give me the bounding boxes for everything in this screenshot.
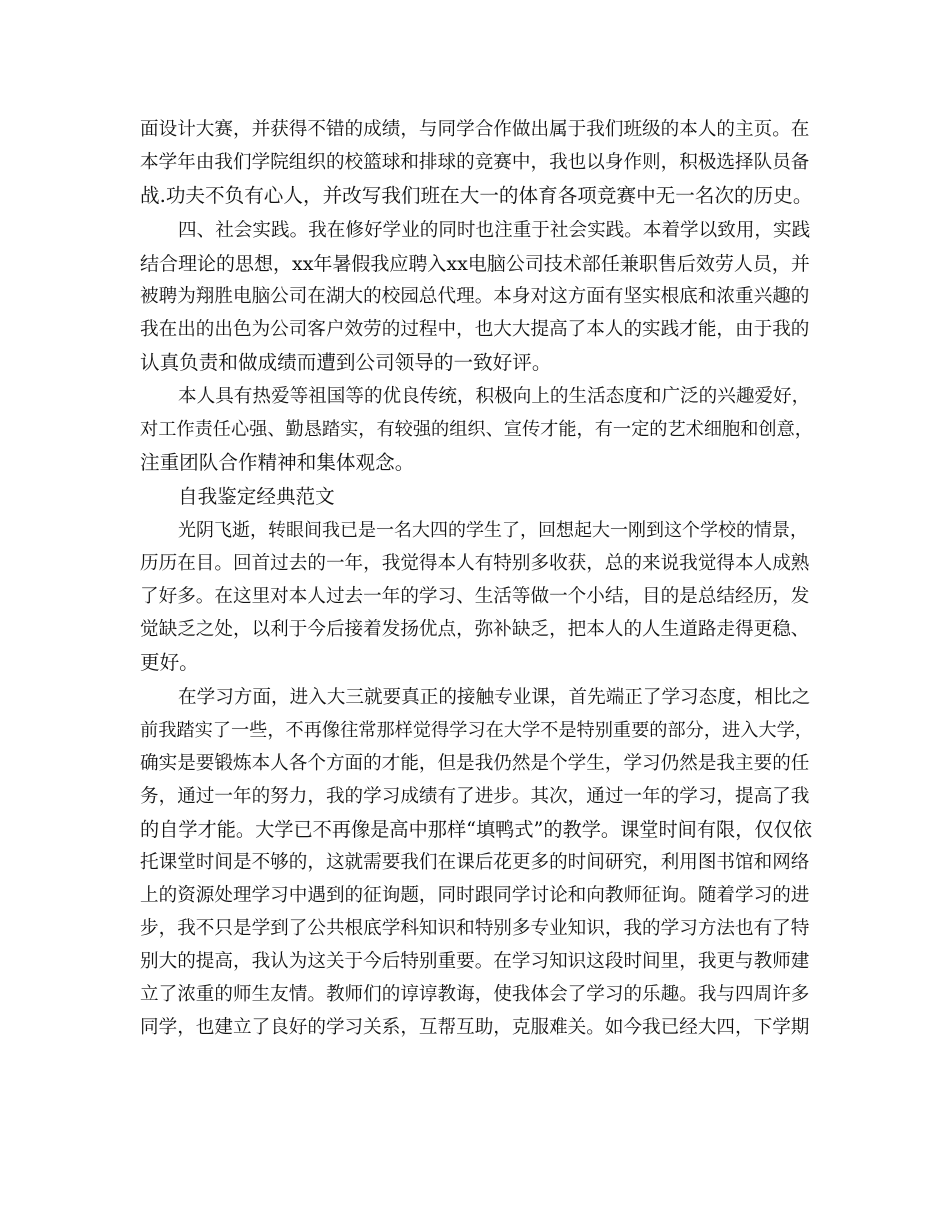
- text-line: 立了浓重的师生友情。教师们的谆谆教诲，使我体会了学习的乐趣。我与四周许多: [140, 984, 810, 1005]
- section-heading: 自我鉴定经典范文: [178, 485, 335, 508]
- text-line: 上的资源处理学习中遇到的征询题，同时跟同学讨论和向教师征询。随着学习的进: [140, 885, 810, 906]
- text-line: 光阴飞逝，转眼间我已是一名大四的学生了，回想起大一刚到这个学校的情景，: [178, 520, 808, 541]
- text-line: 认真负责和做成绩而遭到公司领导的一致好评。: [140, 351, 552, 374]
- text-line: 被聘为翔胜电脑公司在湖大的校园总代理。本身对这方面有坚实根底和浓重兴趣的: [140, 286, 810, 307]
- text-line: 四、社会实践。我在修好学业的同时也注重于社会实践。本着学以致用，实践: [178, 220, 811, 241]
- text-line: 本学年由我们学院组织的校篮球和排球的竞赛中，我也以身作则，积极选择队员备: [140, 152, 810, 173]
- text-line: 历历在目。回首过去的一年，我觉得本人有特别多收获，总的来说我觉得本人成熟: [140, 553, 810, 574]
- text-line: 我在出的出色为公司客户效劳的过程中，也大大提高了本人的实践才能，由于我的: [140, 319, 810, 340]
- text-line: 步，我不只是学到了公共根底学科知识和特别多专业知识，我的学习方法也有了特: [140, 918, 810, 939]
- text-line: 同学，也建立了良好的学习关系，互帮互助，克服难关。如今我已经大四，下学期: [140, 1017, 810, 1038]
- text-line: 别大的提高，我认为这关于今后特别重要。在学习知识这段时间里，我更与教师建: [140, 951, 810, 972]
- text-line: 的自学才能。大学已不再像是高中那样“填鸭式”的教学。课堂时间有限，仅仅依: [140, 818, 812, 841]
- text-line: 托课堂时间是不够的，这就需要我们在课后花更多的时间研究，利用图书馆和网络: [140, 852, 810, 873]
- text-line: 面设计大赛，并获得不错的成绩，与同学合作做出属于我们班级的本人的主页。在: [140, 119, 810, 140]
- text-line: 结合理论的思想，xx年暑假我应聘入xx电脑公司技术部任兼职售后效劳人员，并: [140, 253, 810, 275]
- text-line: 确实是要锻炼本人各个方面的才能，但是我仍然是个学生，学习仍然是我主要的任: [140, 753, 810, 774]
- text-line: 注重团队合作精神和集体观念。: [140, 451, 415, 474]
- text-line: 对工作责任心强、勤恳踏实，有较强的组织、宣传才能，有一定的艺术细胞和创意，: [140, 419, 813, 440]
- text-line: 了好多。在这里对本人过去一年的学习、生活等做一个小结，目的是总结经历，发: [140, 586, 810, 607]
- text-line: 更好。: [140, 651, 199, 674]
- text-line: 觉缺乏之处，以利于今后接着发扬优点，弥补缺乏，把本人的人生道路走得更稳、: [140, 619, 810, 640]
- text-line: 战.功夫不负有心人，并改写我们班在大一的体育各项竞赛中无一名次的历史。: [140, 184, 813, 207]
- text-line: 在学习方面，进入大三就要真正的接触专业课，首先端正了学习态度，相比之: [178, 687, 811, 708]
- text-line: 本人具有热爱等祖国等的优良传统，积极向上的生活态度和广泛的兴趣爱好，: [178, 386, 811, 407]
- text-line: 前我踏实了一些，不再像往常那样觉得学习在大学不是特别重要的部分，进入大学，: [140, 720, 813, 741]
- text-line: 务，通过一年的努力，我的学习成绩有了进步。其次，通过一年的学习，提高了我: [140, 786, 810, 807]
